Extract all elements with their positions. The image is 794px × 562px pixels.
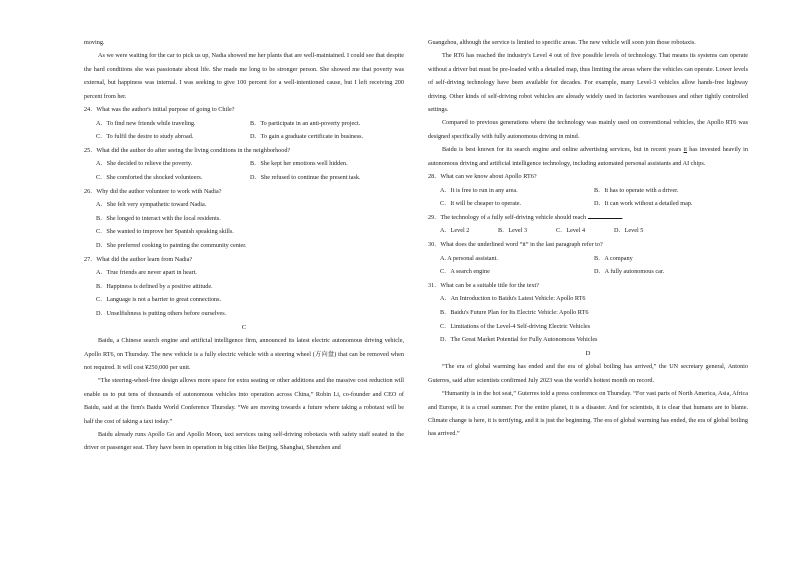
answer-blank[interactable] — [588, 213, 622, 219]
question-26: 26．Why did the author volunteer to work with Nadia? — [84, 187, 222, 195]
option-29b[interactable]: B．Level 3 — [498, 227, 528, 235]
option-25c[interactable]: C．She comforted the shocked volunteers. — [96, 174, 203, 181]
option-24c[interactable]: C．To fulfil the desire to study abroad. — [96, 133, 194, 141]
question-29-options — [440, 224, 748, 238]
option-28b[interactable]: B．It has to operate with a driver. — [594, 186, 679, 194]
right-column — [428, 36, 748, 441]
passage-b-paragraph: As we were waiting for the car to pick us up, Nadia showed me her plants that are well-maintained. I could see that despite the hard conditions she was passionate about life. She made me long to be stronger person. She showed me that poverty was external, but happiness was internal. I was seeking to give 100 percent for a well-intentioned cause, but I left receiving 200 percent from her. — [84, 52, 404, 100]
passage-b-ending: moving. — [84, 39, 105, 46]
paragraph-text-start: Baidu is best known for its search engine and online advertising services, but in recent years — [442, 146, 684, 154]
question-25: 25．What did the author do after seeing the living conditions in the neighborhood? — [84, 146, 291, 154]
option-31b[interactable]: B．Baidu's Future Plan for Its Electric Vehicle: Apollo RT6 — [440, 309, 589, 316]
option-29d[interactable]: D．Level 5 — [614, 227, 644, 235]
underlined-word-it: it — [683, 146, 688, 154]
option-28a[interactable]: A．It is free to run in any area. — [440, 186, 518, 194]
option-25a[interactable]: A．She decided to relieve the poverty. — [96, 160, 193, 168]
option-30c[interactable]: C．A search engine — [440, 268, 490, 276]
option-31a[interactable]: A．An Introduction to Baidu's Latest Vehicle: Apollo RT6 — [440, 295, 586, 303]
passage-c-paragraph-6 — [428, 143, 748, 170]
option-27c[interactable]: C．Language is not a barrier to great connections. — [96, 296, 222, 304]
section-d-heading: D — [585, 349, 591, 357]
question-29: 29．The technology of a fully self-driving vehicle should reach . — [428, 213, 624, 221]
passage-c-paragraph-2: “The steering-wheel-free design allows more space for extra seating or other additions and the massive cost reduction will enable us to put tens of thousands of autonomous vehicles into operation across China,” Robin Li, co-founder and CEO of Baidu, said at the firm's Baidu World Conference Thursday. “We are moving towards a future where taking a robotaxi will be half the cost of taking a taxi today.” — [84, 377, 404, 425]
option-30d[interactable]: D．A fully autonomous car. — [594, 268, 665, 276]
option-29c[interactable]: C．Level 4 — [556, 227, 586, 235]
option-24a[interactable]: A．To find new friends while traveling. — [96, 119, 196, 127]
option-29a[interactable]: A．Level 2 — [440, 227, 470, 235]
paragraph-text-end: has invested heavily in autonomous driving and artificial intelligence technology, including automated personal assistants and AI chips. — [428, 146, 748, 167]
question-31: 31．What can be a suitable title for the text? — [428, 281, 539, 289]
option-27b[interactable]: B．Happiness is defined by a positive attitude. — [96, 282, 213, 290]
question-29-text: 29．The technology of a fully self-driving vehicle should reach — [428, 213, 587, 221]
passage-c-continued: Guangzhou, although the service is limited to specific areas. The new vehicle will soon join those robotaxis. — [428, 39, 696, 46]
question-28-options — [440, 184, 748, 211]
option-31d[interactable]: D．The Great Market Potential for Fully Autonomous Vehicles — [440, 336, 598, 344]
option-31c[interactable]: C．Limitations of the Level-4 Self-driving Electric Vehicles — [440, 322, 591, 330]
option-24b[interactable]: B．To participate in an anti-poverty project. — [250, 119, 361, 127]
passage-d-paragraph-2: “Humanity is in the hot seat,” Guterres told a press conference on Thursday. “For vast parts of North America, Asia, Africa and Europe, it is a cruel summer. For the entire planet, it is a disaster. And for scientists, it is clear that humans are to blame. Climate change is here, it is terrifying, and it is just the beginning. The era of global warming has ended, the era of global boiling has arrived.” — [428, 390, 748, 438]
question-27: 27．What did the author learn from Nadia? — [84, 255, 193, 263]
left-column — [84, 36, 404, 455]
question-24-options — [96, 117, 404, 144]
option-28d[interactable]: D．It can work without a detailed map. — [594, 200, 693, 208]
option-26c[interactable]: C．She wanted to improve her Spanish speaking skills. — [96, 228, 234, 236]
option-30a[interactable]: A. A personal assistant. — [440, 254, 498, 262]
passage-d-paragraph-1: “The era of global warming has ended and the era of global boiling has arrived,” the UN secretary general, Antonio Guterres, said after scientists confirmed July 2023 was the world's hottest month on record. — [428, 363, 748, 384]
option-24d[interactable]: D．To gain a graduate certificate in business. — [250, 133, 364, 141]
passage-c-paragraph-1: Baidu, a Chinese search engine and artificial intelligence firm, announced its latest electric autonomous driving vehicle, Apollo RT6, on Thursday. The new vehicle is a fully electric vehicle with a steering wheel (方向盘) that can be removed when not required. It will cost ¥250,000 per unit. — [84, 337, 404, 371]
option-26b[interactable]: B．She longed to interact with the local residents. — [96, 214, 221, 222]
question-30: 30．What does the underlined word “it” in the last paragraph refer to? — [428, 241, 603, 249]
option-30b[interactable]: B．A company — [594, 254, 633, 262]
section-c-heading: C — [241, 323, 247, 331]
option-25d[interactable]: D．She refused to continue the present task. — [250, 174, 361, 181]
option-27a[interactable]: A．True friends are never apart in heart. — [96, 269, 197, 277]
question-24: 24．What was the author's initial purpose of going to Chile? — [84, 106, 235, 114]
question-25-options — [96, 157, 404, 184]
option-27d[interactable]: D．Unselfishness is putting others before ourselves. — [96, 309, 227, 317]
option-25b[interactable]: B．She kept her emotions well hidden. — [250, 160, 348, 168]
question-28: 28．What can we know about Apollo RT6? — [428, 173, 537, 181]
question-30-options — [440, 252, 748, 279]
passage-c-paragraph-5: Compared to previous generations where the technology was mainly used on conventional vehicles, the Apollo RT6 was designed specifically with fully autonomous driving in mind. — [428, 119, 748, 140]
option-26d[interactable]: D．She preferred cooking to painting the community center. — [96, 241, 247, 249]
option-26a[interactable]: A．She felt very sympathetic toward Nadia. — [96, 201, 207, 209]
passage-c-paragraph-4: The RT6 has reached the industry's Level 4 out of five possible levels of technology. That means its systems can operate without a driver but must be pre-loaded with a detailed map, thus limiting the areas where the vehicles can operate. Lower levels of self-driving technology have been available for decades. For example, many Level-3 vehicles allow hands-free highway driving. Other kinds of self-driving robot vehicles are already widely used in factories warehouses and other tightly controlled settings. — [428, 52, 748, 114]
option-28c[interactable]: C．It will be cheaper to operate. — [440, 200, 522, 208]
passage-c-paragraph-3: Baidu already runs Apollo Go and Apollo Moon, taxi services using self-driving robotaxis with safety staff seated in the driver or passenger seat. They have been in operation in big cities like Beijing, Shanghai, Shenzhen and — [84, 430, 404, 452]
